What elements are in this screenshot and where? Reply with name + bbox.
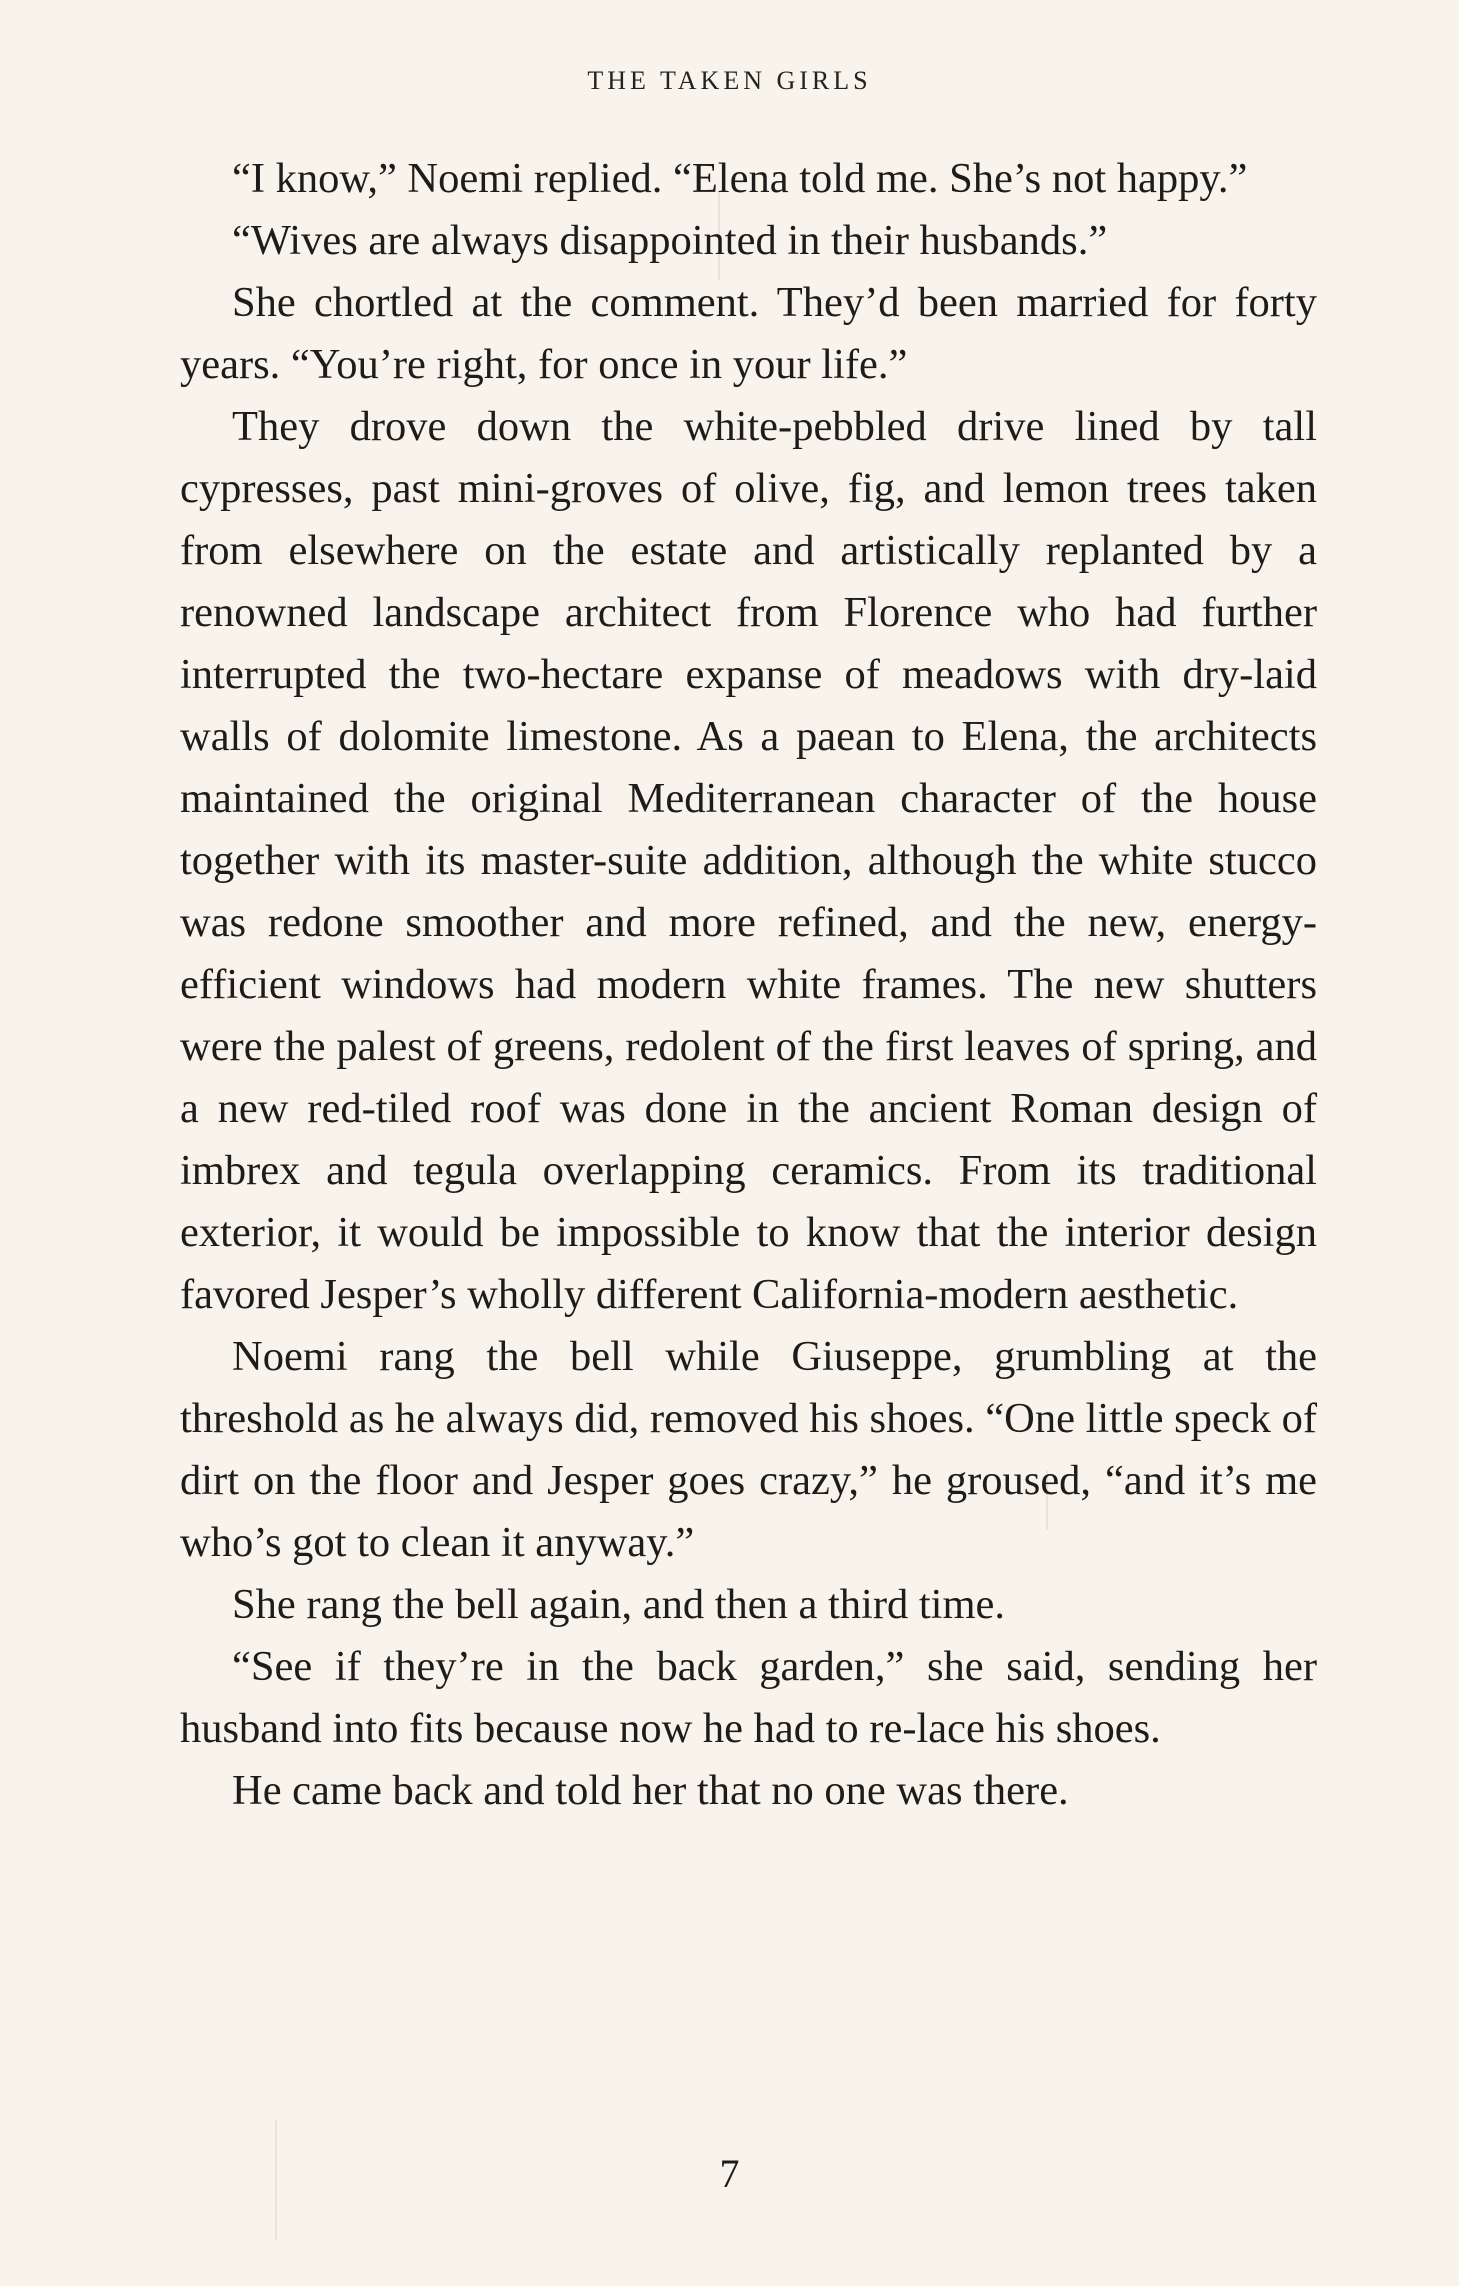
- page-number: 7: [719, 2151, 740, 2196]
- paragraph: “Wives are always disappointed in their husbands.”: [232, 217, 1108, 264]
- paragraph: “I know,” Noemi replied. “Elena told me. She’s not happy.”: [232, 155, 1248, 202]
- paragraph: She chortled at the comment. They’d been married for forty years. “You’re right, for once in your life.”: [180, 279, 1317, 388]
- paragraph: “See if they’re in the back garden,” she said, sending her husband into fits because now he had to re-lace his shoes.: [180, 1643, 1317, 1752]
- paragraph: They drove down the white-pebbled drive lined by tall cypresses, past mini-groves of olive, fig, and lemon trees taken from elsewhere on the estate and artistically replanted by a renowned landscape architect from Florence who had further interrupted the two-hectare expanse of meadows with dry-laid walls of dolomite limestone. As a paean to Elena, the architects maintained the original Mediterranean character of the house together with its master-suite addition, although the white stucco was redone smoother and more refined, and the new, energy-efficient windows had modern white frames. The new shutters were the palest of greens, redolent of the first leaves of spring, and a new red-tiled roof was done in the ancient Roman design of imbrex and tegula overlapping ceramics. From its traditional exterior, it would be impossible to know that the interior design favored Jesper’s wholly different California-modern aesthetic.: [180, 403, 1317, 1318]
- paragraph: He came back and told her that no one was there.: [232, 1767, 1069, 1814]
- paragraph: She rang the bell again, and then a third time.: [232, 1581, 1006, 1628]
- body-text: [180, 148, 1317, 1822]
- paragraph: Noemi rang the bell while Giuseppe, grumbling at the threshold as he always did, removed his shoes. “One little speck of dirt on the floor and Jesper goes crazy,” he groused, “and it’s me who’s got to clean it anyway.”: [180, 1333, 1317, 1566]
- running-head: THE TAKEN GIRLS: [587, 66, 872, 95]
